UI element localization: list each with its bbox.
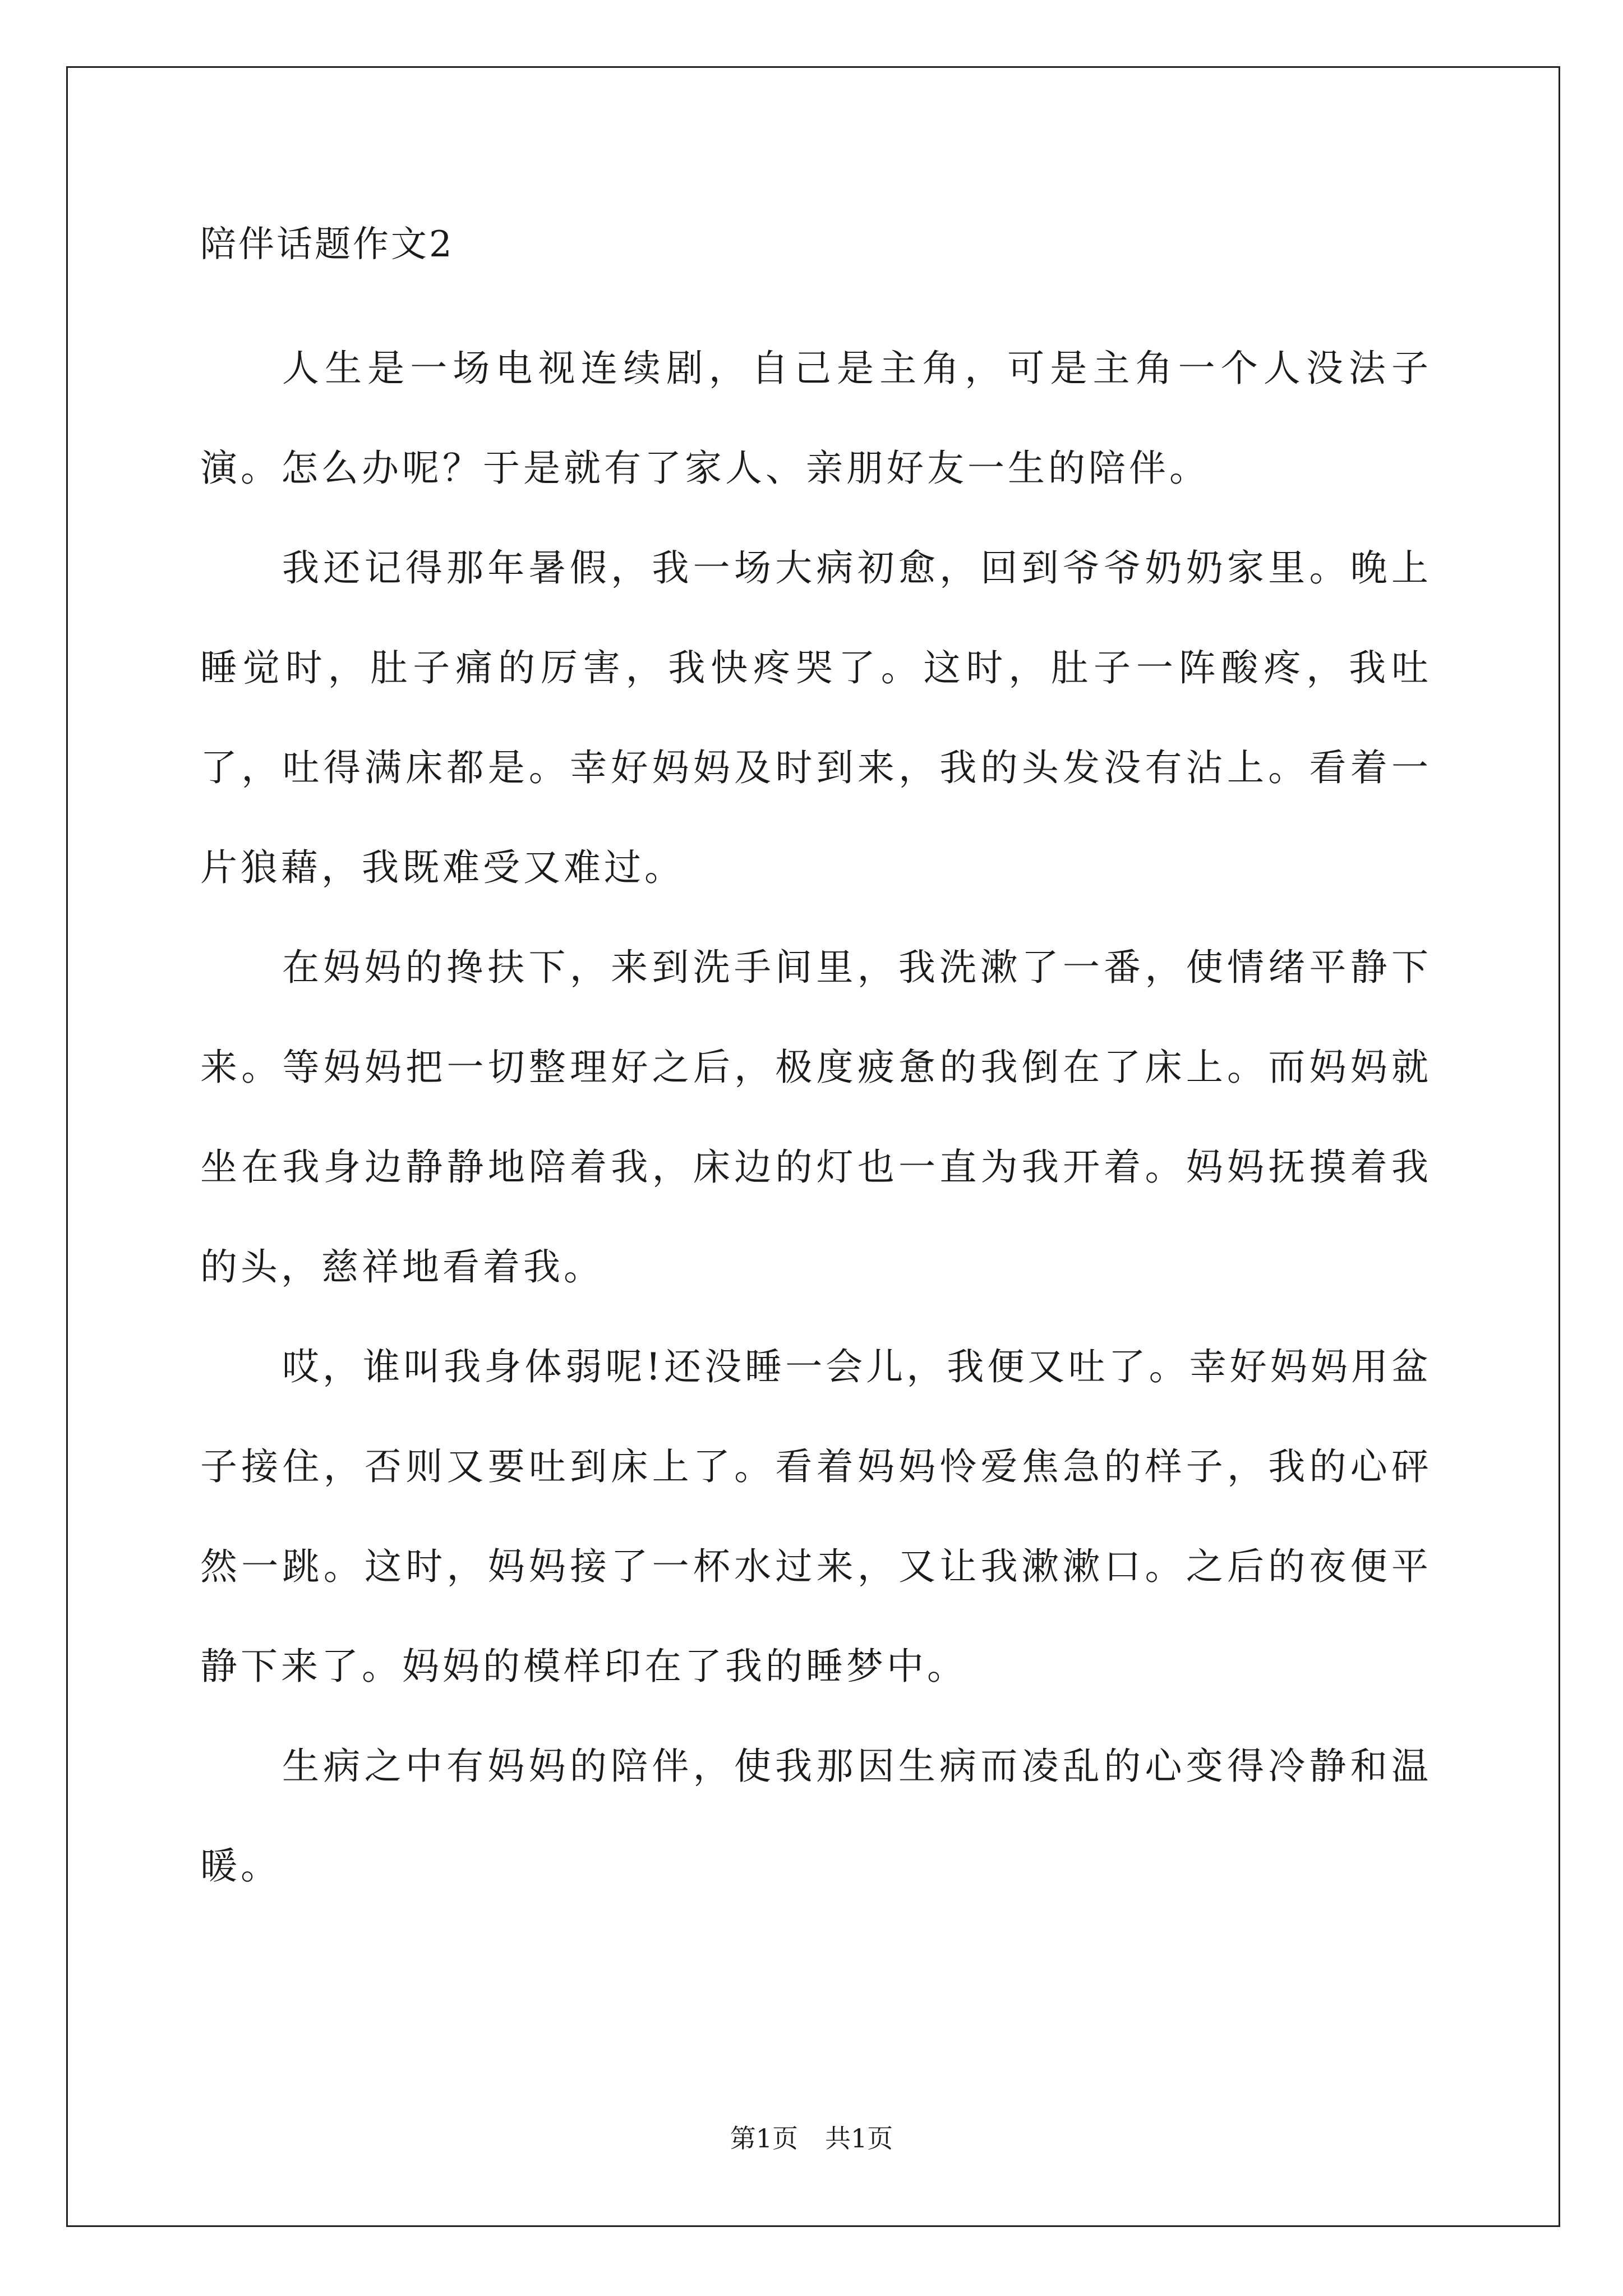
paragraph-1: 人生是一场电视连续剧，自己是主角，可是主角一个人没法子演。怎么办呢？于是就有了家人、亲朋好友一生的陪伴。 [200, 347, 1432, 490]
paragraph-3: 在妈妈的搀扶下，来到洗手间里，我洗漱了一番，使情绪平静下来。等妈妈把一切整理好之后，极度疲惫的我倒在了床上。而妈妈就坐在我身边静静地陪着我，床边的灯也一直为我开着。妈妈抚摸着我的头，慈祥地看着我。 [200, 946, 1432, 1289]
document-title: 陪伴话题作文2 [200, 224, 454, 265]
page-number-current: 第1页 [730, 2123, 798, 2154]
page-number-total: 共1页 [825, 2123, 893, 2154]
page-footer [0, 2122, 1623, 2155]
paragraph-4: 哎，谁叫我身体弱呢!还没睡一会儿，我便又吐了。幸好妈妈用盆子接住，否则又要吐到床上了。看着妈妈怜爱焦急的样子，我的心砰然一跳。这时，妈妈接了一杯水过来，又让我漱漱口。之后的夜便平静下来了。妈妈的模样印在了我的睡梦中。 [200, 1345, 1432, 1688]
paragraph-2: 我还记得那年暑假，我一场大病初愈，回到爷爷奶奶家里。晚上睡觉时，肚子痛的厉害，我快疼哭了。这时，肚子一阵酸疼，我吐了，吐得满床都是。幸好妈妈及时到来，我的头发没有沾上。看着一片狼藉，我既难受又难过。 [200, 546, 1432, 889]
document-body [200, 219, 1432, 1916]
paragraph-5: 生病之中有妈妈的陪伴，使我那因生病而凌乱的心变得冷静和温暖。 [200, 1745, 1432, 1888]
